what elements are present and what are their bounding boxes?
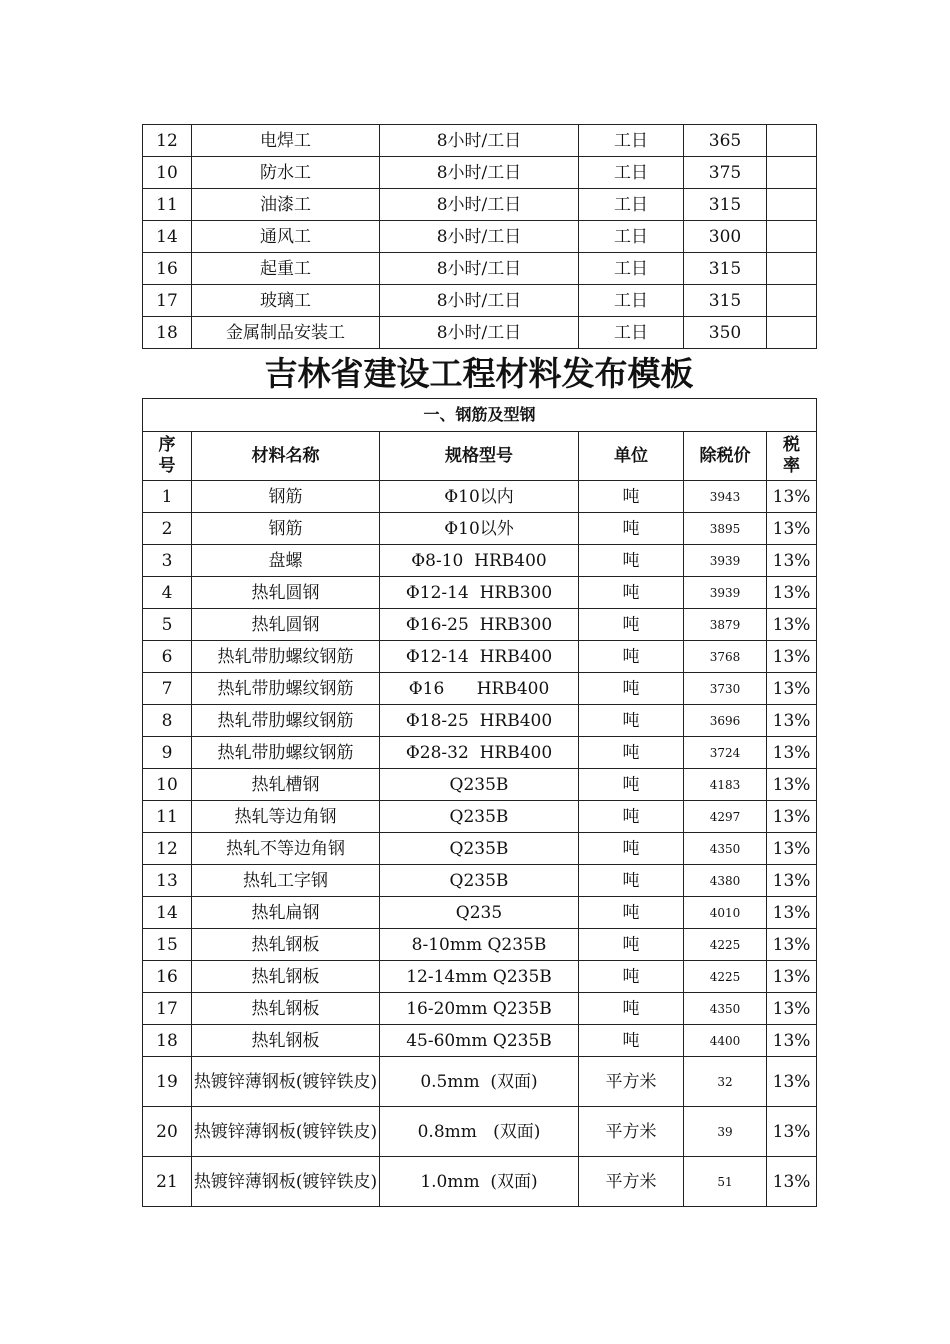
- header-price: 除税价: [684, 432, 767, 481]
- labor-spec: 8小时/工日: [380, 253, 579, 285]
- labor-tax: [767, 221, 817, 253]
- material-unit: 吨: [579, 897, 684, 929]
- material-name: 热轧带肋螺纹钢筋: [192, 705, 380, 737]
- section-title: 一、钢筋及型钢: [143, 399, 817, 432]
- labor-row: [143, 189, 817, 221]
- material-tax: 13%: [767, 737, 817, 769]
- labor-price: 315: [684, 189, 767, 221]
- labor-row: [143, 317, 817, 349]
- material-price: 4183: [684, 769, 767, 801]
- material-tax: 13%: [767, 513, 817, 545]
- material-spec: Φ12-14 HRB400: [380, 641, 579, 673]
- material-price: 4350: [684, 833, 767, 865]
- material-no: 8: [143, 705, 192, 737]
- material-tax: 13%: [767, 833, 817, 865]
- material-tax: 13%: [767, 993, 817, 1025]
- material-spec: Q235B: [380, 865, 579, 897]
- labor-row: [143, 157, 817, 189]
- material-price: 4350: [684, 993, 767, 1025]
- material-unit: 吨: [579, 1025, 684, 1057]
- material-no: 15: [143, 929, 192, 961]
- labor-unit: 工日: [579, 317, 684, 349]
- material-tax: 13%: [767, 609, 817, 641]
- labor-row: [143, 253, 817, 285]
- material-name: 热轧圆钢: [192, 577, 380, 609]
- material-no: 7: [143, 673, 192, 705]
- material-unit: 吨: [579, 865, 684, 897]
- material-row: [143, 609, 817, 641]
- material-name: 热镀锌薄钢板(镀锌铁皮): [192, 1107, 380, 1157]
- labor-spec: 8小时/工日: [380, 285, 579, 317]
- material-unit: 吨: [579, 641, 684, 673]
- labor-row: [143, 221, 817, 253]
- header-unit: 单位: [579, 432, 684, 481]
- labor-no: 16: [143, 253, 192, 285]
- material-unit: 吨: [579, 801, 684, 833]
- labor-unit: 工日: [579, 125, 684, 157]
- material-row: [143, 1057, 817, 1107]
- header-row: [143, 432, 817, 481]
- material-name: 热轧带肋螺纹钢筋: [192, 737, 380, 769]
- labor-tax: [767, 157, 817, 189]
- material-unit: 吨: [579, 705, 684, 737]
- material-name: 热轧带肋螺纹钢筋: [192, 673, 380, 705]
- material-row: [143, 769, 817, 801]
- material-no: 16: [143, 961, 192, 993]
- header-no-text: 序号: [158, 435, 176, 476]
- material-name: 热轧扁钢: [192, 897, 380, 929]
- labor-price: 365: [684, 125, 767, 157]
- labor-row: [143, 285, 817, 317]
- material-tax: 13%: [767, 929, 817, 961]
- labor-price: 315: [684, 285, 767, 317]
- material-unit: 吨: [579, 929, 684, 961]
- material-no: 3: [143, 545, 192, 577]
- material-tax: 13%: [767, 897, 817, 929]
- material-price: 3939: [684, 545, 767, 577]
- material-name: 热轧带肋螺纹钢筋: [192, 641, 380, 673]
- section-title-row: [143, 399, 817, 432]
- material-tax: 13%: [767, 481, 817, 513]
- material-price: 3730: [684, 673, 767, 705]
- material-no: 2: [143, 513, 192, 545]
- material-spec: Φ16-25 HRB300: [380, 609, 579, 641]
- labor-name: 防水工: [192, 157, 380, 189]
- material-spec: Q235B: [380, 833, 579, 865]
- material-name: 热轧钢板: [192, 961, 380, 993]
- material-name: 热轧钢板: [192, 993, 380, 1025]
- material-spec: 1.0mm (双面): [380, 1157, 579, 1207]
- labor-row: [143, 125, 817, 157]
- material-name: 热轧工字钢: [192, 865, 380, 897]
- material-name: 热轧钢板: [192, 929, 380, 961]
- material-row: [143, 833, 817, 865]
- header-tax: [767, 432, 817, 481]
- material-no: 9: [143, 737, 192, 769]
- material-row: [143, 1157, 817, 1207]
- material-no: 10: [143, 769, 192, 801]
- material-name: 盘螺: [192, 545, 380, 577]
- labor-spec: 8小时/工日: [380, 157, 579, 189]
- material-tax: 13%: [767, 577, 817, 609]
- labor-no: 12: [143, 125, 192, 157]
- material-unit: 吨: [579, 961, 684, 993]
- material-tax: 13%: [767, 1107, 817, 1157]
- material-spec: Φ10以外: [380, 513, 579, 545]
- material-name: 钢筋: [192, 513, 380, 545]
- material-price: 51: [684, 1157, 767, 1207]
- material-tax: 13%: [767, 641, 817, 673]
- material-row: [143, 929, 817, 961]
- material-price: 3879: [684, 609, 767, 641]
- material-no: 14: [143, 897, 192, 929]
- material-row: [143, 737, 817, 769]
- material-name: 热镀锌薄钢板(镀锌铁皮): [192, 1057, 380, 1107]
- material-unit: 平方米: [579, 1057, 684, 1107]
- material-tax: 13%: [767, 1057, 817, 1107]
- material-row: [143, 1107, 817, 1157]
- labor-name: 油漆工: [192, 189, 380, 221]
- header-tax-text: 税率: [783, 435, 801, 476]
- material-price: 4225: [684, 929, 767, 961]
- material-no: 11: [143, 801, 192, 833]
- material-spec: Q235: [380, 897, 579, 929]
- material-spec: Q235B: [380, 801, 579, 833]
- labor-no: 10: [143, 157, 192, 189]
- material-unit: 吨: [579, 577, 684, 609]
- header-spec: 规格型号: [380, 432, 579, 481]
- material-spec: 16-20mm Q235B: [380, 993, 579, 1025]
- labor-unit: 工日: [579, 221, 684, 253]
- material-spec: 12-14mm Q235B: [380, 961, 579, 993]
- material-price: 3943: [684, 481, 767, 513]
- material-tax: 13%: [767, 673, 817, 705]
- labor-no: 14: [143, 221, 192, 253]
- material-price: 3768: [684, 641, 767, 673]
- material-price: 3696: [684, 705, 767, 737]
- material-no: 6: [143, 641, 192, 673]
- material-unit: 平方米: [579, 1157, 684, 1207]
- labor-price: 375: [684, 157, 767, 189]
- labor-name: 通风工: [192, 221, 380, 253]
- material-unit: 平方米: [579, 1107, 684, 1157]
- material-no: 4: [143, 577, 192, 609]
- material-spec: Φ8-10 HRB400: [380, 545, 579, 577]
- material-row: [143, 865, 817, 897]
- labor-tax: [767, 317, 817, 349]
- material-tax: 13%: [767, 865, 817, 897]
- material-name: 热轧等边角钢: [192, 801, 380, 833]
- material-row: [143, 961, 817, 993]
- material-price: 3895: [684, 513, 767, 545]
- material-spec: Φ16 HRB400: [380, 673, 579, 705]
- material-tax: 13%: [767, 961, 817, 993]
- material-name: 热轧不等边角钢: [192, 833, 380, 865]
- material-row: [143, 545, 817, 577]
- material-spec: 45-60mm Q235B: [380, 1025, 579, 1057]
- labor-tax: [767, 125, 817, 157]
- material-tax: 13%: [767, 769, 817, 801]
- labor-price: 350: [684, 317, 767, 349]
- material-unit: 吨: [579, 513, 684, 545]
- material-no: 12: [143, 833, 192, 865]
- labor-no: 18: [143, 317, 192, 349]
- labor-unit: 工日: [579, 285, 684, 317]
- material-no: 19: [143, 1057, 192, 1107]
- header-name: 材料名称: [192, 432, 380, 481]
- labor-table: [142, 124, 817, 349]
- material-no: 5: [143, 609, 192, 641]
- material-unit: 吨: [579, 993, 684, 1025]
- material-tax: 13%: [767, 705, 817, 737]
- material-tax: 13%: [767, 801, 817, 833]
- page-title: 吉林省建设工程材料发布模板: [264, 354, 694, 393]
- labor-name: 起重工: [192, 253, 380, 285]
- material-spec: Φ18-25 HRB400: [380, 705, 579, 737]
- material-price: 4225: [684, 961, 767, 993]
- material-price: 3939: [684, 577, 767, 609]
- material-table: [142, 398, 817, 1207]
- material-no: 18: [143, 1025, 192, 1057]
- material-row: [143, 1025, 817, 1057]
- material-name: 热轧圆钢: [192, 609, 380, 641]
- material-spec: 0.5mm (双面): [380, 1057, 579, 1107]
- material-unit: 吨: [579, 481, 684, 513]
- material-unit: 吨: [579, 737, 684, 769]
- material-row: [143, 801, 817, 833]
- material-no: 17: [143, 993, 192, 1025]
- material-spec: 8-10mm Q235B: [380, 929, 579, 961]
- labor-price: 315: [684, 253, 767, 285]
- labor-name: 电焊工: [192, 125, 380, 157]
- material-row: [143, 993, 817, 1025]
- material-tax: 13%: [767, 545, 817, 577]
- labor-no: 11: [143, 189, 192, 221]
- material-row: [143, 705, 817, 737]
- material-no: 13: [143, 865, 192, 897]
- labor-tax: [767, 189, 817, 221]
- material-table-body: [143, 399, 817, 1207]
- labor-unit: 工日: [579, 253, 684, 285]
- material-price: 32: [684, 1057, 767, 1107]
- labor-spec: 8小时/工日: [380, 221, 579, 253]
- labor-tax: [767, 285, 817, 317]
- labor-tax: [767, 253, 817, 285]
- material-unit: 吨: [579, 609, 684, 641]
- material-row: [143, 673, 817, 705]
- material-no: 1: [143, 481, 192, 513]
- material-name: 热轧钢板: [192, 1025, 380, 1057]
- material-price: 4400: [684, 1025, 767, 1057]
- material-no: 20: [143, 1107, 192, 1157]
- labor-unit: 工日: [579, 157, 684, 189]
- material-spec: Φ10以内: [380, 481, 579, 513]
- labor-name: 玻璃工: [192, 285, 380, 317]
- material-row: [143, 641, 817, 673]
- material-row: [143, 513, 817, 545]
- material-name: 热轧槽钢: [192, 769, 380, 801]
- material-tax: 13%: [767, 1157, 817, 1207]
- material-price: 4010: [684, 897, 767, 929]
- material-tax: 13%: [767, 1025, 817, 1057]
- material-row: [143, 481, 817, 513]
- material-spec: Q235B: [380, 769, 579, 801]
- material-row: [143, 897, 817, 929]
- material-no: 21: [143, 1157, 192, 1207]
- header-no: [143, 432, 192, 481]
- labor-unit: 工日: [579, 189, 684, 221]
- labor-name: 金属制品安装工: [192, 317, 380, 349]
- material-spec: Φ12-14 HRB300: [380, 577, 579, 609]
- material-name: 钢筋: [192, 481, 380, 513]
- material-row: [143, 577, 817, 609]
- material-price: 39: [684, 1107, 767, 1157]
- labor-table-body: [143, 125, 817, 349]
- material-name: 热镀锌薄钢板(镀锌铁皮): [192, 1157, 380, 1207]
- material-unit: 吨: [579, 545, 684, 577]
- material-price: 4380: [684, 865, 767, 897]
- labor-no: 17: [143, 285, 192, 317]
- material-unit: 吨: [579, 833, 684, 865]
- labor-spec: 8小时/工日: [380, 125, 579, 157]
- material-spec: 0.8mm (双面): [380, 1107, 579, 1157]
- material-spec: Φ28-32 HRB400: [380, 737, 579, 769]
- labor-price: 300: [684, 221, 767, 253]
- material-unit: 吨: [579, 673, 684, 705]
- labor-spec: 8小时/工日: [380, 189, 579, 221]
- material-price: 4297: [684, 801, 767, 833]
- labor-spec: 8小时/工日: [380, 317, 579, 349]
- material-price: 3724: [684, 737, 767, 769]
- material-unit: 吨: [579, 769, 684, 801]
